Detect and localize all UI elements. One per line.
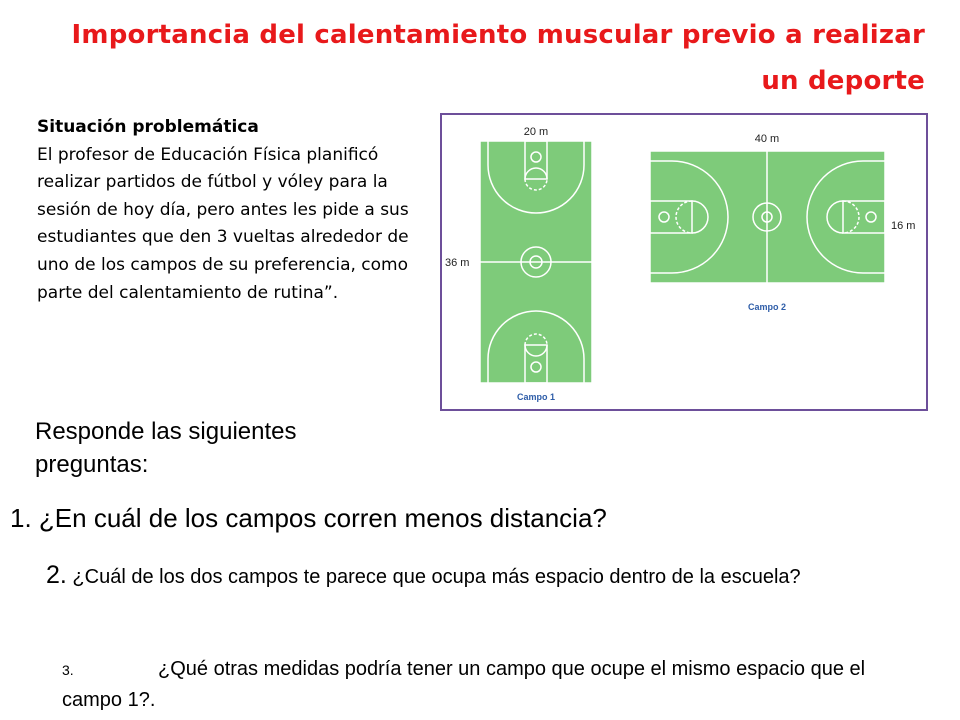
- problem-text: El profesor de Educación Física planificó realizar partidos de fútbol y vóley para la sesión de hoy día, pero antes les pide a sus estudiantes que den 3 vueltas alrededor de uno de los campos de su preferencia, como parte del calentamiento de rutina”.: [37, 144, 409, 303]
- campo1-length-label: 36 m: [445, 257, 470, 269]
- question-3: [62, 654, 922, 715]
- campo1-court: [480, 141, 592, 383]
- campo2-width-label: 40 m: [754, 133, 780, 145]
- question-1: [10, 498, 607, 538]
- question-1-number: 1.: [10, 503, 32, 533]
- campo2-label: Campo 2: [747, 302, 787, 312]
- courts-figure: [440, 113, 928, 411]
- question-3-number: 3.: [62, 662, 74, 678]
- problem-heading: Situación problemática: [37, 117, 259, 137]
- question-2-text: ¿Cuál de los dos campos te parece que ocupa más espacio dentro de la escuela?: [72, 566, 801, 588]
- campo2-length-label: 16 m: [891, 220, 916, 232]
- problem-statement: [37, 114, 417, 307]
- question-2-number: 2.: [46, 561, 67, 589]
- courts-diagram: [442, 115, 926, 409]
- question-2: [46, 560, 906, 592]
- question-1-text: ¿En cuál de los campos corren menos distancia?: [38, 503, 607, 533]
- campo1-label: Campo 1: [516, 392, 556, 402]
- instruction: Responde las siguientes preguntas:: [35, 418, 297, 478]
- campo2-court: [650, 151, 885, 283]
- campo1-width-label: 20 m: [523, 126, 549, 138]
- question-3-text: ¿Qué otras medidas podría tener un campo que ocupe el mismo espacio que el campo 1?.: [62, 658, 866, 711]
- page-title: Importancia del calentamiento muscular previo a realizar un deporte: [71, 20, 925, 96]
